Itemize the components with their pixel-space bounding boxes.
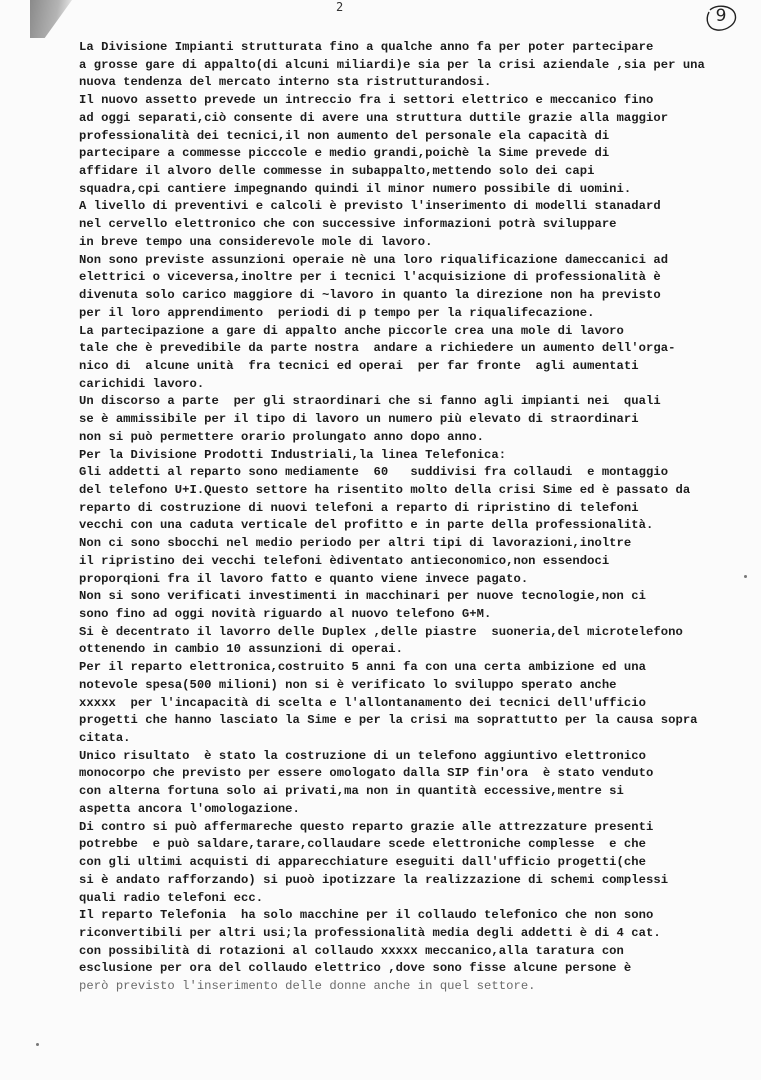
text-line: Non si sono verificati investimenti in macchinari per nuove tecnologie,non ci bbox=[79, 589, 647, 604]
text-line: con possibilità di rotazioni al collaudo xxxxx meccanico,alla taratura con bbox=[79, 943, 624, 958]
scan-speck bbox=[36, 1043, 39, 1046]
text-line: Non sono previste assunzioni operaie nè una loro riqualificazione dameccanici ad bbox=[79, 252, 669, 267]
document-body bbox=[79, 39, 761, 996]
text-line: notevole spesa(500 milioni) non si è verificato lo sviluppo sperato anche bbox=[79, 677, 617, 692]
text-line: Per la Divisione Prodotti Industriali,la linea Telefonica: bbox=[79, 447, 507, 462]
text-line: sono fino ad oggi novità riguardo al nuovo telefono G+M. bbox=[79, 607, 492, 621]
text-line: nuova tendenza del mercato interno sta ristrutturandosi. bbox=[79, 75, 492, 90]
text-line: proporqioni fra il lavoro fatto e quanto viene invece pagato. bbox=[79, 571, 529, 586]
text-line: Per il reparto elettronica,costruito 5 anni fa con una certa ambizione ed una bbox=[79, 660, 647, 675]
text-line: nico di alcune unità fra tecnici ed operai per far fronte agli aumentati bbox=[79, 358, 639, 373]
text-line: tale che è prevedibile da parte nostra andare a richiedere un aumento dell'orga- bbox=[79, 341, 676, 356]
text-line: Il nuovo assetto prevede un intreccio fra i settori elettrico e meccanico fino bbox=[79, 93, 654, 108]
text-line: A livello di preventivi e calcoli è previsto l'inserimento di modelli stanadard bbox=[79, 199, 661, 214]
text-line: nel cervello elettronico che con successive informazioni potrà sviluppare bbox=[79, 217, 617, 232]
text-line: Il reparto Telefonia ha solo macchine per il collaudo telefonico che non sono bbox=[79, 908, 654, 923]
text-line: divenuta solo carico maggiore di ~lavoro in quanto la direzione non ha previsto bbox=[79, 288, 661, 303]
text-line: reparto di costruzione di nuovi telefoni a reparto di ripristino di telefoni bbox=[79, 500, 639, 515]
text-line: Unico risultato è stato la costruzione di un telefono aggiuntivo elettronico bbox=[79, 748, 647, 763]
text-line: ad oggi separati,ciò consente di avere una struttura duttile grazie alla maggior bbox=[79, 110, 669, 125]
text-line: non si può permettere orario prolungato anno dopo anno. bbox=[79, 429, 485, 444]
text-line: professionalità dei tecnici,il non aumento del personale ela capacità di bbox=[79, 128, 610, 143]
text-line: con alterna fortuna solo ai privati,ma non in quantità eccessive,mentre si bbox=[79, 784, 624, 799]
text-line: Si è decentrato il lavorro delle Duplex ,delle piastre suoneria,del microtelefono bbox=[79, 624, 683, 639]
text-line: ottenendo in cambio 10 assunzioni di operai. bbox=[79, 642, 404, 657]
text-line: Non ci sono sbocchi nel medio periodo per altri tipi di lavorazioni,inoltre bbox=[79, 536, 632, 551]
text-line: vecchi con una caduta verticale del profitto e in parte della professionalità. bbox=[79, 518, 654, 533]
text-line: però previsto l'inserimento delle donne anche in quel settore. bbox=[79, 979, 536, 994]
text-line: progetti che hanno lasciato la Sime e per la crisi ma soprattutto per la causa sopra bbox=[79, 713, 698, 728]
text-line: se è ammissibile per il tipo di lavoro un numero più elevato di straordinari bbox=[79, 412, 639, 427]
page-number: 2 bbox=[336, 0, 344, 14]
text-line: squadra,cpi cantiere impegnando quindi il minor numero possibile di uomini. bbox=[79, 181, 632, 196]
text-line: riconvertibili per altri usi;la professionalità media degli addetti è di 4 cat. bbox=[79, 925, 661, 940]
text-line: Di contro si può affermareche questo reparto grazie alle attrezzature presenti bbox=[79, 819, 654, 834]
text-line: in breve tempo una considerevole mole di lavoro. bbox=[79, 234, 433, 249]
text-line: a grosse gare di appalto(di alcuni miliardi)e sia per la crisi aziendale ,sia per una bbox=[79, 57, 705, 72]
scan-shadow-edge bbox=[30, 0, 72, 38]
circled-page-number bbox=[704, 4, 738, 32]
text-line: elettrici o viceversa,inoltre per i tecnici l'acquisizione di professionalità è bbox=[79, 270, 661, 285]
text-line: per il loro apprendimento periodi di p tempo per la riqualifecazione. bbox=[79, 305, 595, 320]
text-line: La Divisione Impianti strutturata fino a qualche anno fa per poter partecipare bbox=[79, 40, 654, 54]
text-line: esclusione per ora del collaudo elettrico ,dove sono fisse alcune persone è bbox=[79, 961, 632, 976]
text-line: Un discorso a parte per gli straordinari che si fanno agli impianti nei quali bbox=[79, 394, 661, 409]
text-line: partecipare a commesse picccole e medio grandi,poichè la Sime prevede di bbox=[79, 146, 610, 161]
text-line: monocorpo che previsto per essere omologato dalla SIP fin'ora è stato venduto bbox=[79, 766, 654, 781]
text-line: del telefono U+I.Questo settore ha risentito molto della crisi Sime ed è passato da bbox=[79, 482, 691, 497]
text-line: Gli addetti al reparto sono mediamente 60 suddivisi fra collaudi e montaggio bbox=[79, 465, 669, 480]
text-line: quali radio telefoni ecc. bbox=[79, 890, 264, 905]
text-line: citata. bbox=[79, 731, 131, 746]
circled-number-text: 9 bbox=[715, 6, 727, 26]
text-line: con gli ultimi acquisti di apparecchiature eseguiti dall'ufficio progetti(che bbox=[79, 855, 647, 870]
scan-speck bbox=[744, 575, 747, 578]
text-line: affidare il alvoro delle commesse in subappalto,mettendo solo dei capi bbox=[79, 164, 595, 179]
text-line: potrebbe e può saldare,tarare,collaudare scede elettroniche complesse e che bbox=[79, 837, 647, 852]
text-line: aspetta ancora l'omologazione. bbox=[79, 801, 300, 816]
text-line: La partecipazione a gare di appalto anche piccorle crea una mole di lavoro bbox=[79, 323, 624, 338]
text-line: si è andato rafforzando) si puoò ipotizzare la realizzazione di schemi complessi bbox=[79, 872, 669, 887]
text-line: il ripristino dei vecchi telefoni èdiventato antieconomico,non essendoci bbox=[79, 553, 610, 568]
text-line: carichidi lavoro. bbox=[79, 376, 205, 391]
text-line: xxxxx per l'incapacità di scelta e l'allontanamento dei tecnici dell'ufficio bbox=[79, 695, 647, 710]
